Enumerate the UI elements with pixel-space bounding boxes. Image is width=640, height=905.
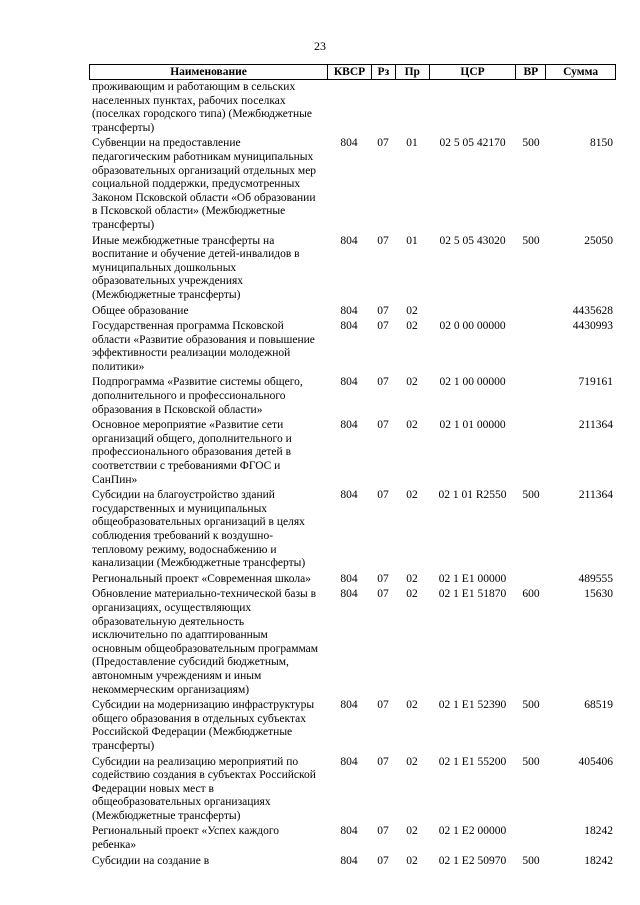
row-kvsr: 804 [340,137,358,150]
table-row [89,573,616,587]
row-pr: 02 [406,320,418,333]
row-name-line: Законом Псковской области «Об образовании [92,191,316,204]
row-vr: 600 [522,588,540,601]
row-rz: 07 [377,419,389,432]
row-csr: 02 1 00 00000 [439,376,506,389]
row-sum: 18242 [584,825,613,838]
row-name [89,81,327,135]
row-sum [546,81,616,135]
row-name-line: (Предоставление субсидий бюджетным, [92,656,289,669]
row-csr: 02 0 00 00000 [439,320,506,333]
row-name-line: Обновление материально-технической базы в [92,588,317,601]
row-kvsr [327,81,371,135]
table-row [89,825,616,852]
row-name-line: соблюдения требований к воздушно- [92,530,274,542]
row-name-line: области «Развитие образования и повышение [92,333,315,346]
table-body [89,81,616,868]
row-kvsr: 804 [340,376,358,389]
row-vr [516,419,546,487]
row-vr: 500 [522,137,540,150]
row-name-line: образования в Псковской области» [92,403,263,416]
row-name-line: Субсидии на благоустройство зданий [92,489,275,502]
row-kvsr: 804 [340,755,358,768]
row-rz: 07 [377,234,389,247]
row-name-line: (поселках городского типа) (Межбюджетные [92,108,312,121]
row-name-line: трансферты) [92,739,155,752]
table-row [89,489,616,571]
row-name-line: политики» [92,360,145,373]
row-name-line: канализации (Межбюджетные трансферты) [92,557,306,570]
row-rz: 07 [377,825,389,838]
row-rz: 07 [377,588,389,601]
table-row [89,305,616,319]
row-name [89,376,327,417]
row-rz [371,81,395,135]
row-name-line: тепловому режиму, водоснабжению и [92,543,277,556]
row-name-line: Государственная программа Псковской [92,320,284,333]
row-vr: 500 [522,755,540,768]
row-name-line: Региональный проект «Успех каждого [92,825,280,838]
row-name-line: Субвенции на предоставление [92,137,241,150]
row-pr: 01 [406,234,418,247]
row-name-line: трансферты) [92,218,155,231]
row-csr [429,305,516,319]
header-csr: ЦСР [429,65,516,79]
row-kvsr: 804 [340,699,358,712]
row-csr: 02 5 05 42170 [439,137,506,150]
row-pr: 02 [406,376,418,389]
row-name [89,489,327,571]
row-sum: 68519 [584,699,613,712]
row-name-line: образовательных учреждениях [92,275,244,288]
row-pr: 02 [406,755,418,768]
table-header [89,64,616,80]
row-name-line: (Межбюджетные трансферты) [92,809,241,822]
row-vr [516,81,546,135]
row-rz: 07 [377,376,389,389]
row-name-line: ребенка» [92,839,137,852]
page-number: 23 [314,39,326,53]
row-name-line: Субсидии на реализацию мероприятий по [92,755,299,768]
row-sum: 15630 [584,588,613,601]
row-name-line: образовательную деятельность [92,615,245,628]
row-name [89,137,327,232]
table-row [89,376,616,417]
row-sum: 8150 [590,137,613,150]
row-csr: 02 1 E2 50970 [438,854,507,867]
row-vr: 500 [522,489,540,502]
row-csr: 02 1 E1 55200 [438,755,507,768]
row-name-line: общеобразовательных организациях [92,796,271,809]
row-sum: 18242 [584,854,613,867]
row-name-line: Основное мероприятие «Развитие сети [92,419,284,432]
row-sum: 211364 [578,489,613,502]
row-rz: 07 [377,572,389,585]
table-row [89,235,616,303]
row-name-line: образовательных организаций отдельных мер [92,164,317,177]
row-csr: 02 1 01 00000 [439,419,506,432]
row-name-line: Субсидии на модернизацию инфраструктуры [92,699,315,712]
row-sum: 719161 [578,376,613,389]
row-name-line: Иные межбюджетные трансферты на [92,234,275,247]
row-rz: 07 [377,755,389,768]
row-csr: 02 1 E1 52390 [438,699,507,712]
row-kvsr: 804 [340,572,358,585]
header-vr: ВР [515,65,545,79]
row-name-line: Субсидии на создание в [92,854,210,867]
row-vr [516,573,546,587]
row-pr: 02 [406,699,418,712]
row-name [89,320,327,374]
row-name-line: трансферты) [92,121,155,134]
row-name [89,756,327,824]
row-vr: 500 [522,854,540,867]
row-name [89,825,327,852]
row-pr: 02 [406,489,418,502]
row-csr: 02 1 E2 00000 [438,825,507,838]
header-rz: Рз [371,65,395,79]
row-pr: 02 [406,588,418,601]
row-kvsr: 804 [340,304,358,317]
row-sum: 211364 [578,419,613,432]
table-row [89,419,616,487]
row-name-line: исключительно по адаптированным [92,629,268,642]
table-row [89,756,616,824]
row-kvsr: 804 [340,489,358,502]
row-sum: 405406 [578,755,613,768]
row-name-line: некоммерческим организациям) [92,683,250,696]
row-name-line: Общее образование [92,304,189,317]
row-name [89,855,327,869]
row-name-line: соответствии с требованиями ФГОС и [92,460,281,473]
row-name [89,573,327,587]
row-sum: 4435628 [572,304,613,317]
row-name-line: дополнительного и профессионального [92,390,286,403]
row-sum: 25050 [584,234,613,247]
row-csr: 02 5 05 43020 [439,234,506,247]
row-name-line: общего образования в отдельных субъектах [92,712,306,725]
row-name-line: Федерации новых мест в [92,782,214,795]
table-row [89,855,616,869]
row-name-line: организаций общего, дополнительного и [92,432,292,445]
row-name-line: воспитание и обучение детей-инвалидов в [92,248,300,261]
row-pr: 02 [406,854,418,867]
row-kvsr: 804 [340,419,358,432]
table-row [89,81,616,135]
row-kvsr: 804 [340,588,358,601]
row-name-line: Региональный проект «Современная школа» [92,572,311,585]
row-name-line: Российской Федерации (Межбюджетные [92,726,293,739]
row-rz: 07 [377,137,389,150]
row-name-line: муниципальных дошкольных [92,261,237,274]
row-kvsr: 804 [340,825,358,838]
row-vr: 500 [522,699,540,712]
row-pr: 02 [406,572,418,585]
row-name [89,235,327,303]
table-row [89,699,616,753]
header-sum: Сумма [545,65,615,79]
row-name-line: государственных и муниципальных [92,502,268,515]
row-kvsr: 804 [340,234,358,247]
row-vr [516,825,546,852]
table-row [89,320,616,374]
row-name [89,305,327,319]
row-csr [429,81,516,135]
row-kvsr: 804 [340,854,358,867]
row-name [89,699,327,753]
row-csr: 02 1 E1 00000 [438,572,507,585]
row-name [89,588,327,697]
row-pr: 02 [406,419,418,432]
row-name-line: в Псковской области» (Межбюджетные [92,205,286,218]
row-name-line: проживающим и работающим в сельских [92,81,296,93]
row-vr [516,305,546,319]
row-sum: 489555 [578,572,613,585]
row-rz: 07 [377,854,389,867]
row-rz: 07 [377,489,389,502]
row-name [89,419,327,487]
row-pr: 02 [406,825,418,838]
row-name-line: общеобразовательных организаций в целях [92,516,305,529]
row-name-line: СанПин» [92,473,138,486]
header-kvsr: КВСР [327,65,371,79]
row-rz: 07 [377,699,389,712]
row-rz: 07 [377,304,389,317]
row-vr: 500 [522,234,540,247]
row-kvsr: 804 [340,320,358,333]
header-pr: Пр [395,65,429,79]
table-row [89,137,616,232]
row-name-line: социальной поддержки, предусмотренных [92,178,301,191]
row-name-line: организациях, осуществляющих [92,601,252,614]
row-pr: 01 [406,137,418,150]
row-name-line: автономным учреждениям и иным [92,669,262,682]
row-name-line: Подпрограмма «Развитие системы общего, [92,376,303,389]
row-pr [395,81,429,135]
row-name-line: (Межбюджетные трансферты) [92,288,241,301]
row-name-line: педагогическим работникам муниципальных [92,150,314,163]
row-name-line: основным общеобразовательным программам [92,642,319,655]
row-name-line: содействию создания в субъектах Российской [92,769,316,782]
row-rz: 07 [377,320,389,333]
row-pr: 02 [406,304,418,317]
header-name: Наименование [170,66,247,78]
row-name-line: эффективности реализации молодежной [92,347,291,360]
row-csr: 02 1 E1 51870 [438,588,507,601]
row-name-line: населенных пунктах, рабочих поселках [92,94,286,107]
row-vr [516,320,546,374]
row-sum: 4430993 [572,320,613,333]
row-csr: 02 1 01 R2550 [438,489,507,502]
row-name-line: профессионального образования детей в [92,446,291,459]
row-vr [516,376,546,417]
table-row [89,588,616,697]
